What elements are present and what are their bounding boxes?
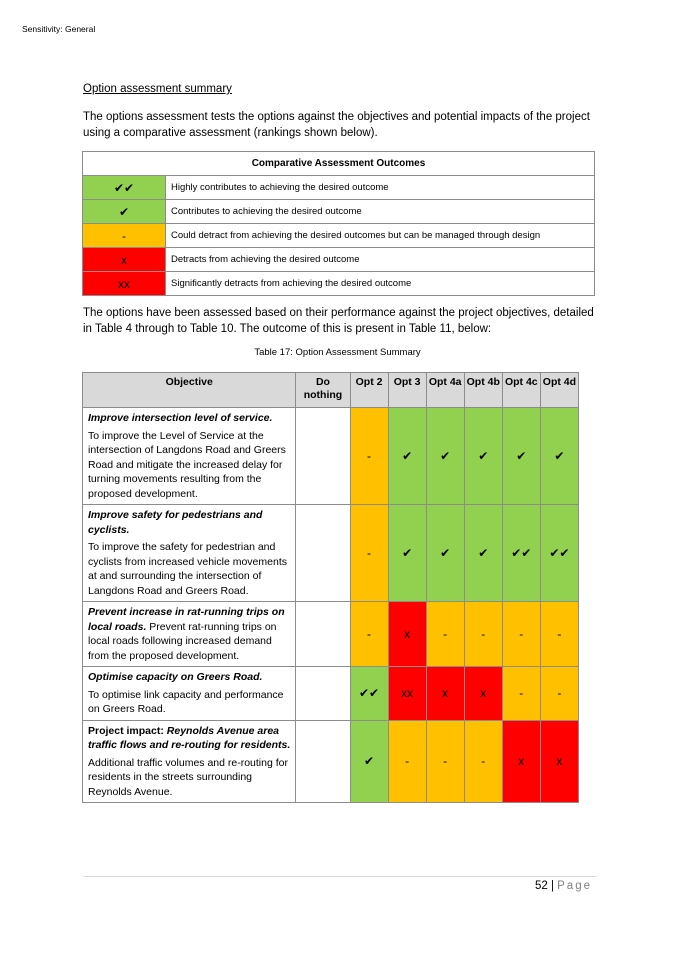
rating-cell: ✔✔ xyxy=(540,505,578,602)
rating-cell: - xyxy=(464,720,502,803)
objective-description: To improve the safety for pedestrian and cyclists from increased vehicle movements at and surrounding the intersection of Langdons Road and Greers Road. xyxy=(88,541,287,597)
objective-prefix: Project impact: xyxy=(88,724,167,737)
rating-cell: ✔ xyxy=(540,408,578,505)
header-option: Opt 2 xyxy=(350,373,388,408)
rating-cell: ✔ xyxy=(464,505,502,602)
assessment-paragraph: The options have been assessed based on their performance against the project objectives, detailed in Table 4 through to Table 10. The outcome of this is present in Table 11, below: xyxy=(83,307,594,335)
legend-symbol: ✔✔ xyxy=(83,176,166,200)
objective-description: To improve the Level of Service at the intersection of Langdons Road and Greers Road and mitigate the increased delay for turning movements resulting from the proposed development. xyxy=(88,429,286,500)
objective-row xyxy=(83,667,579,721)
legend-description: Significantly detracts from achieving the desired outcome xyxy=(166,272,595,296)
legend-description: Contributes to achieving the desired outcome xyxy=(166,200,595,224)
legend-symbol: ✔ xyxy=(83,200,166,224)
legend-symbol: xx xyxy=(83,272,166,296)
rating-cell: x xyxy=(426,667,464,721)
objective-description: Additional traffic volumes and re-routing for residents in the streets surrounding Reynolds Avenue. xyxy=(88,756,288,798)
objective-row xyxy=(83,408,579,505)
rating-cell: ✔ xyxy=(502,408,540,505)
objective-cell xyxy=(83,602,296,667)
legend-row xyxy=(83,176,595,200)
rating-cell xyxy=(296,720,350,803)
rating-cell xyxy=(296,408,350,505)
header-option: Do nothing xyxy=(296,373,350,408)
objective-row xyxy=(83,720,579,803)
table-caption: Table 17: Option Assessment Summary xyxy=(254,347,421,358)
objective-title xyxy=(88,724,290,753)
rating-cell: - xyxy=(426,720,464,803)
objective-title-text: Improve safety for pedestrians and cyclists. xyxy=(88,509,263,536)
legend-symbol: x xyxy=(83,248,166,272)
legend-table xyxy=(82,151,595,296)
rating-cell: x xyxy=(464,667,502,721)
rating-cell: ✔ xyxy=(388,408,426,505)
rating-cell: - xyxy=(502,602,540,667)
header-option: Opt 4a xyxy=(426,373,464,408)
objective-title-text: Optimise capacity on Greers Road. xyxy=(88,671,263,683)
footer-separator: | xyxy=(550,880,554,892)
objective-cell xyxy=(83,505,296,602)
objective-cell xyxy=(83,408,296,505)
rating-cell: - xyxy=(350,602,388,667)
page-label: Page xyxy=(557,880,592,892)
rating-cell: x xyxy=(502,720,540,803)
rating-cell: ✔ xyxy=(350,720,388,803)
footer-divider xyxy=(83,876,597,877)
rating-cell: - xyxy=(502,667,540,721)
rating-cell: - xyxy=(426,602,464,667)
legend-row xyxy=(83,248,595,272)
rating-cell: - xyxy=(350,408,388,505)
sensitivity-label: Sensitivity: General xyxy=(22,24,96,34)
header-option: Opt 4b xyxy=(464,373,502,408)
objective-row xyxy=(83,505,579,602)
objective-title-text: Reynolds Avenue area traffic flows and re-routing for residents. xyxy=(88,724,291,751)
objective-title xyxy=(88,411,290,426)
objective-cell xyxy=(83,667,296,721)
header-option: Opt 3 xyxy=(388,373,426,408)
rating-cell: - xyxy=(388,720,426,803)
objective-cell xyxy=(83,720,296,803)
rating-cell xyxy=(296,667,350,721)
rating-cell: ✔ xyxy=(426,505,464,602)
legend-symbol: - xyxy=(83,224,166,248)
objective-title xyxy=(88,605,290,663)
rating-cell: ✔ xyxy=(426,408,464,505)
rating-cell: - xyxy=(540,667,578,721)
rating-cell: - xyxy=(540,602,578,667)
header-option: Opt 4d xyxy=(540,373,578,408)
page-number: 52 xyxy=(534,880,548,892)
legend-description: Highly contributes to achieving the desired outcome xyxy=(166,176,595,200)
objective-title-text: Improve intersection level of service. xyxy=(88,412,273,424)
rating-cell: ✔✔ xyxy=(502,505,540,602)
objective-description: To optimise link capacity and performance on Greers Road. xyxy=(88,688,284,715)
rating-cell: x xyxy=(388,602,426,667)
rating-cell: - xyxy=(464,602,502,667)
objective-description: Prevent rat-running trips on local roads following increased demand from the proposed development. xyxy=(88,620,277,662)
objective-title xyxy=(88,508,290,537)
rating-cell: x xyxy=(540,720,578,803)
rating-cell: ✔ xyxy=(464,408,502,505)
objective-row xyxy=(83,602,579,667)
header-option: Opt 4c xyxy=(502,373,540,408)
rating-cell: ✔✔ xyxy=(350,667,388,721)
legend-description: Detracts from achieving the desired outcome xyxy=(166,248,595,272)
section-title: Option assessment summary xyxy=(83,83,232,95)
objective-title-text: Prevent increase in rat-running trips on local roads. xyxy=(88,606,285,633)
page-footer xyxy=(535,880,592,892)
summary-table xyxy=(82,372,579,803)
intro-paragraph: The options assessment tests the options against the objectives and potential impacts of the project using a comparative assessment (rankings shown below). xyxy=(83,111,590,139)
legend-row xyxy=(83,272,595,296)
rating-cell: xx xyxy=(388,667,426,721)
objective-title xyxy=(88,670,290,685)
legend-row xyxy=(83,200,595,224)
rating-cell xyxy=(296,602,350,667)
rating-cell: ✔ xyxy=(388,505,426,602)
rating-cell xyxy=(296,505,350,602)
legend-row xyxy=(83,224,595,248)
header-objective: Objective xyxy=(83,373,296,408)
legend-description: Could detract from achieving the desired outcomes but can be managed through design xyxy=(166,224,595,248)
legend-title: Comparative Assessment Outcomes xyxy=(83,152,595,176)
rating-cell: - xyxy=(350,505,388,602)
